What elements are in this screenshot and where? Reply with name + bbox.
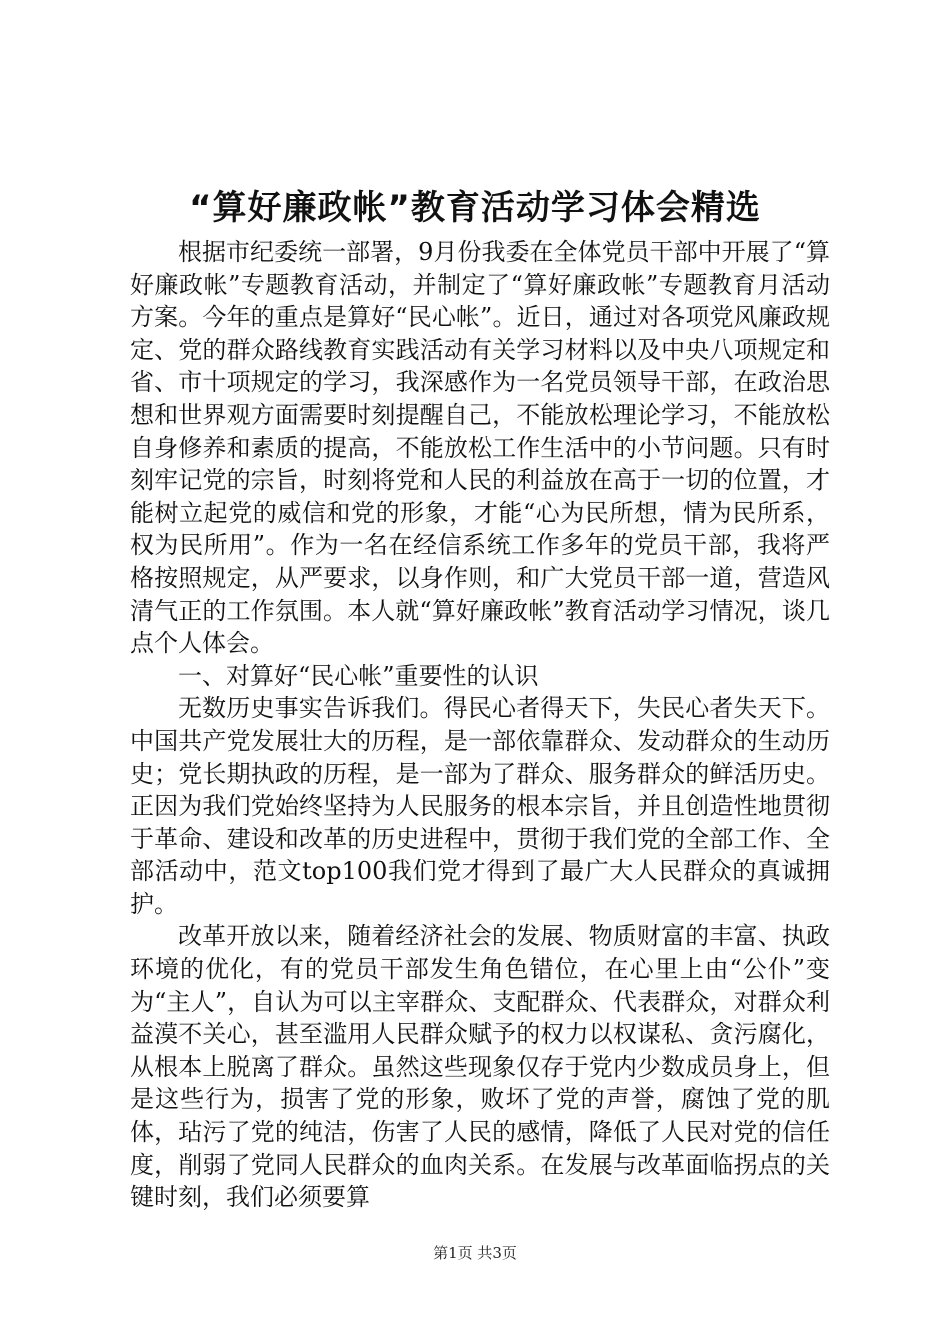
document-title: “算好廉政帐”教育活动学习体会精选 [189,188,761,228]
paragraph-reform: 改革开放以来，随着经济社会的发展、物质财富的丰富、执政环境的优化，有的党员干部发生角色错位，在心里上由“公仆”变为“主人”，自认为可以主宰群众、支配群众、代表群众，对群众利益漠不关心，甚至滥用人民群众赋予的权力以权谋私、贪污腐化，从根本上脱离了群众。虽然这些现象仅存于党内少数成员身上，但是这些行为，损害了党的形象，败坏了党的声誉，腐蚀了党的肌体，玷污了党的纯洁，伤害了人民的感情，降低了人民对党的信任度，削弱了党同人民群众的血肉关系。在发展与改革面临拐点的关键时刻，我们必须要算 [130,922,830,1212]
document-body [130,236,830,1214]
paragraph-history: 无数历史事实告诉我们。得民心者得天下，失民心者失天下。中国共产党发展壮大的历程，是一部依靠群众、发动群众的生动历史；党长期执政的历程，是一部为了群众、服务群众的鲜活历史。正因为我们党始终坚持为人民服务的根本宗旨，并且创造性地贯彻于革命、建设和改革的历史进程中，贯彻于我们党的全部工作、全部活动中，范文top100我们党才得到了最广大人民群众的真诚拥护。 [130,694,830,918]
paragraph-intro: 根据市纪委统一部署，9月份我委在全体党员干部中开展了“算好廉政帐”专题教育活动，并制定了“算好廉政帐”专题教育月活动方案。今年的重点是算好“民心帐”。近日，通过对各项党风廉政规定、党的群众路线教育实践活动有关学习材料以及中央八项规定和省、市十项规定的学习，我深感作为一名党员领导干部，在政治思想和世界观方面需要时刻提醒自己，不能放松理论学习，不能放松自身修养和素质的提高，不能放松工作生活中的小节问题。只有时刻牢记党的宗旨，时刻将党和人民的利益放在高于一切的位置，才能树立起党的威信和党的形象，才能“心为民所想，情为民所系，权为民所用”。作为一名在经信系统工作多年的党员干部，我将严格按照规定，从严要求，以身作则，和广大党员干部一道，营造风清气正的工作氛围。本人就“算好廉政帐”教育活动学习情况，谈几点个人体会。 [130,238,830,658]
section-heading: 一、对算好“民心帐”重要性的认识 [178,661,539,690]
page-footer: 第1页 共3页 [433,1244,517,1262]
